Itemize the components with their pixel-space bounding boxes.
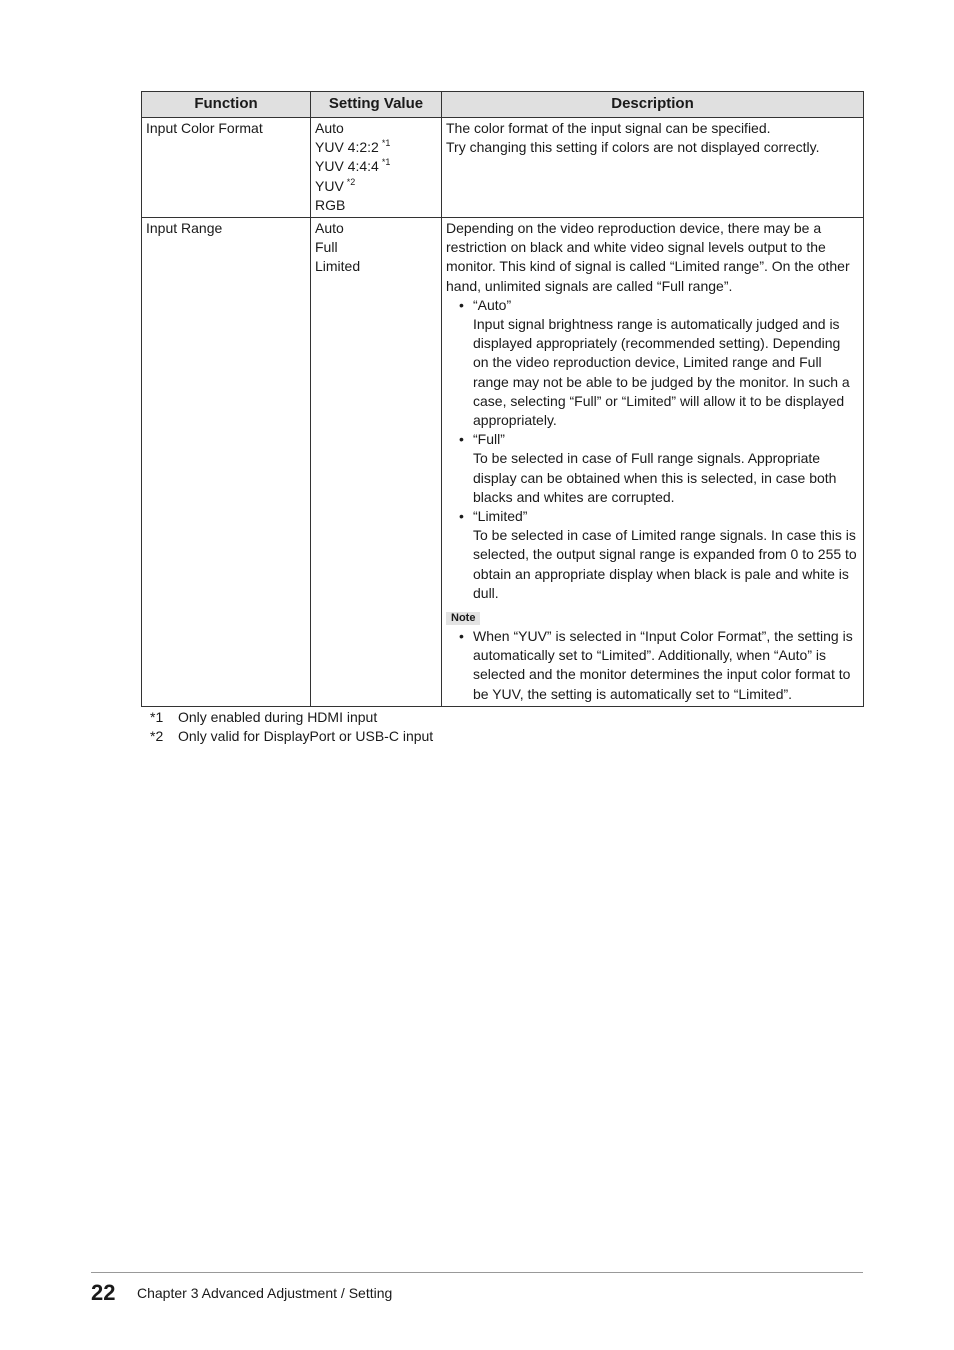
bullet-icon: • xyxy=(459,508,464,525)
note-badge: Note xyxy=(446,612,480,625)
setting-value: YUV 4:4:4 $^{*1}$ xyxy=(315,157,391,175)
footer-divider xyxy=(91,1272,863,1273)
footnote-ref: *1 xyxy=(381,138,391,149)
table-header-row xyxy=(142,92,864,118)
description-intro: Depending on the video reproduction device, there may be a restriction on black and white video signal levels output to the monitor. This kind of signal is called “Limited range”. On the other hand, unlimited signals are called “Full range”. xyxy=(446,220,850,294)
description-text: Try changing this setting if colors are not displayed correctly. xyxy=(446,139,820,156)
option-title: “Auto” xyxy=(473,296,512,313)
setting-value: RGB xyxy=(315,196,346,213)
description-cell xyxy=(442,118,864,218)
setting-value-cell xyxy=(311,118,442,218)
footnote xyxy=(150,727,433,746)
footnote-mark: *2 xyxy=(150,728,164,745)
bullet-icon: • xyxy=(459,296,464,313)
footnote-ref: *1 xyxy=(381,157,391,168)
list-item xyxy=(446,507,859,603)
setting-value: Auto xyxy=(315,220,344,237)
list-item xyxy=(446,627,859,704)
footnote-mark: *1 xyxy=(150,709,164,725)
setting-value: Auto xyxy=(315,120,344,136)
option-title: “Limited” xyxy=(473,508,528,525)
header-description: Description xyxy=(442,92,864,118)
settings-table xyxy=(141,91,864,707)
function-cell: Input Range xyxy=(142,218,311,707)
option-list xyxy=(446,296,859,603)
page-number: 22 xyxy=(91,1280,116,1305)
header-function: Function xyxy=(142,92,311,118)
setting-value-cell xyxy=(311,218,442,707)
bullet-icon: • xyxy=(459,431,464,448)
function-cell: Input Color Format xyxy=(142,118,311,218)
option-description: Input signal brightness range is automatically judged and is displayed appropriately (recommended setting). Depending on the video reproduction device, Limited range and Full range may not be able to be judged by the monitor. In such a case, selecting “Full” or “Limited” will allow it to be displayed appropriately. xyxy=(473,316,850,429)
bullet-icon: • xyxy=(459,628,464,645)
option-description: To be selected in case of Full range signals. Appropriate display can be obtained when this is selected, in case both blacks and whites are corrupted. xyxy=(473,450,837,505)
table-row xyxy=(142,218,864,707)
footnote xyxy=(150,708,433,727)
table-row xyxy=(142,118,864,218)
chapter-title: Chapter 3 Advanced Adjustment / Setting xyxy=(137,1285,393,1301)
list-item xyxy=(446,296,859,430)
note-text: When “YUV” is selected in “Input Color Format”, the setting is automatically set to “Limited”. Additionally, when “Auto” is selected and the monitor determines the input color format to be YUV, the setting is automatically set to “Limited”. xyxy=(473,628,853,702)
option-description: To be selected in case of Limited range signals. In case this is selected, the output signal range is expanded from 0 to 255 to obtain an appropriate display when black is pale and white is dull. xyxy=(473,527,857,601)
list-item xyxy=(446,430,859,507)
setting-value: Limited xyxy=(315,258,361,275)
footnote-ref: *2 xyxy=(346,176,356,187)
setting-value: Full xyxy=(315,239,338,256)
footnote-text: Only enabled during HDMI input xyxy=(178,709,378,725)
setting-value: YUV $^{*2}$ xyxy=(315,176,356,194)
option-title: “Full” xyxy=(473,431,505,448)
description-text: The color format of the input signal can be specified. xyxy=(446,120,771,136)
footnote-text: Only valid for DisplayPort or USB-C input xyxy=(178,728,434,745)
description-cell xyxy=(442,218,864,707)
footnotes xyxy=(150,708,433,746)
note-list xyxy=(446,627,859,704)
setting-value: YUV 4:2:2 $^{*1}$ xyxy=(315,138,391,156)
header-setting-value: Setting Value xyxy=(311,92,442,118)
